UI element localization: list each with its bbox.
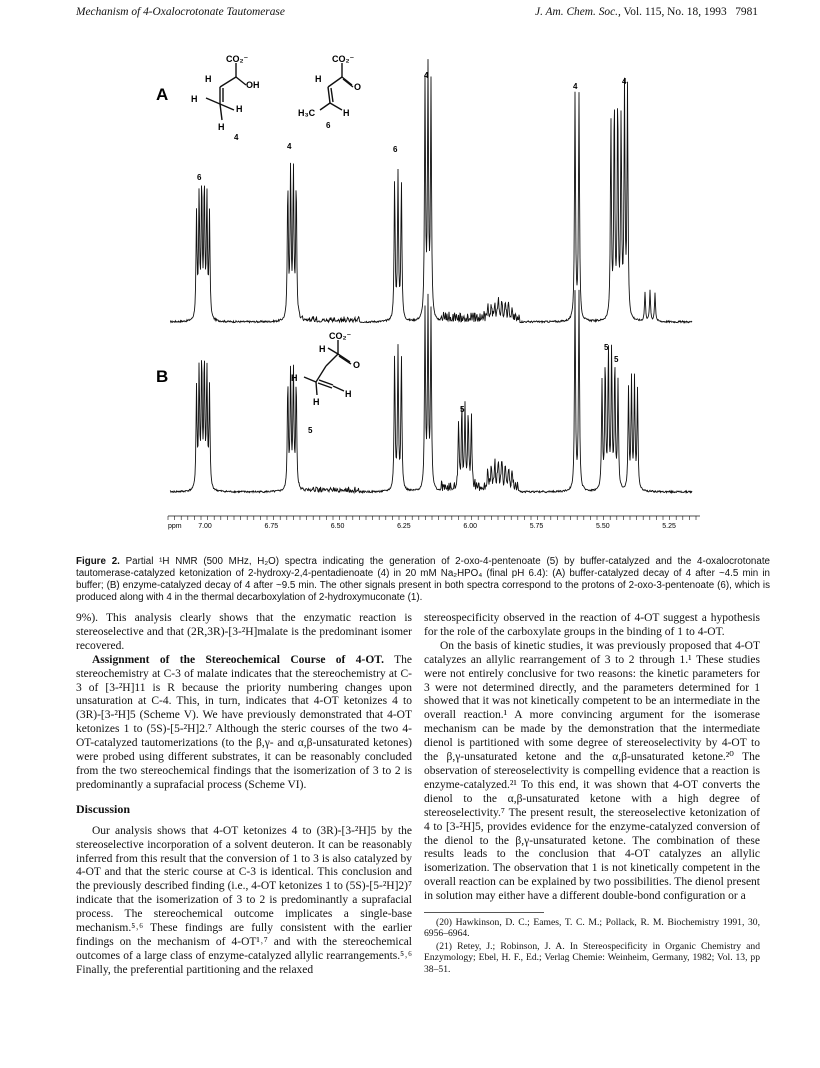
figure-caption-label: Figure 2. xyxy=(76,556,120,567)
nmr-figure xyxy=(60,30,710,554)
paragraph-stereochemical-course xyxy=(76,654,412,793)
panel-b-label: B xyxy=(156,367,169,386)
o-label: O xyxy=(353,360,361,370)
reference-21: (21) Retey, J.; Robinson, J. A. In Stereospecificity in Organic Chemistry and Enzymology; Ebel, H. F., Ed.; Verlag Chemie: Weinheim, Germany, 1982; Vol. 13, pp 38–51. xyxy=(424,940,760,975)
peak-label-a: 4 xyxy=(622,77,627,86)
paragraph: On the basis of kinetic studies, it was previously proposed that 4-OT catalyzes an allylic rearrangement of 3 to 2 through 1.¹ These studies were not entirely conclusive for two reasons: the kinetic parameters for 3 were not determined directly, and the parameters determined for 1 showed that it was not kinetically competent to be an intermediate in the overall reaction.¹ A more convincing argument for the isomerase mechanism can be made by the demonstration that the intermediate dienol is partitioned with some degree of stereoselectivity by 4-OT to the β,γ-unsaturated ketone and the α,β-unsaturated ketone.²⁰ The observation of stereoselectivity is compelling evidence that a reaction is enzyme-catalyzed.²¹ To this end, it was shown that 4-OT converts the dienol to the α,β-unsaturated ketone with a high degree of stereoselectivity.⁷ The present result, the stereoselective ketonization of 4 to [3-²H]5, provides evidence for the enzyme-catalyzed conversion of the dienol to the β,γ-unsaturated ketone. The combination of these results leads to the conclusion that 4-OT catalyzes an allylic isomerization. The observation that 1 is not kinetically competent in the overall reaction can be explained by two possibilities. The dienol present in solution may either have a different double-bond configuration or a xyxy=(424,639,760,903)
run-in-heading: Assignment of the Stereochemical Course of 4-OT. xyxy=(92,653,384,666)
o-label: O xyxy=(354,82,362,92)
paragraph: stereospecificity observed in the reaction of 4-OT suggest a hypothesis for the role of the carboxylate groups in the binding of 1 to 4-OT. xyxy=(424,612,760,638)
journal-volume: Vol. 115, No. 18, 1993 xyxy=(623,6,727,18)
h-label: H xyxy=(315,74,322,84)
co2-label: CO₂⁻ xyxy=(226,54,249,64)
structure-number-6: 6 xyxy=(326,121,331,130)
h-label: H xyxy=(291,373,298,383)
spectrum-trace-b xyxy=(170,290,692,493)
peak-label-a: 4 xyxy=(573,82,578,91)
h-label: H xyxy=(218,122,225,132)
axis-tick-label: 6.25 xyxy=(397,523,411,530)
structure-number-5: 5 xyxy=(308,426,313,435)
journal-name: J. Am. Chem. Soc., xyxy=(535,6,621,18)
h-label: H xyxy=(205,74,212,84)
axis-tick-label: 6.75 xyxy=(264,523,279,530)
page-number: 7981 xyxy=(735,6,758,18)
peak-label-b: 5 xyxy=(604,343,609,352)
h-label: H xyxy=(313,397,320,407)
ppm-axis xyxy=(168,516,700,530)
h-label: H xyxy=(319,344,326,354)
running-header-title: Mechanism of 4-Oxalocrotonate Tautomerase xyxy=(76,6,285,18)
peak-label-a: 6 xyxy=(393,145,398,154)
h-label: H xyxy=(191,94,198,104)
structure-number-4: 4 xyxy=(234,133,239,142)
peak-label-a: 4 xyxy=(424,71,429,80)
h-label: H xyxy=(345,389,352,399)
structure-compound-5 xyxy=(304,340,351,395)
left-text-column xyxy=(76,612,412,978)
section-heading-discussion: Discussion xyxy=(76,801,131,816)
axis-tick-label: 6.00 xyxy=(463,523,478,530)
co2-label: CO₂⁻ xyxy=(332,54,355,64)
right-text-column xyxy=(424,612,760,975)
axis-tick-label: 6.50 xyxy=(330,523,345,530)
co2-label: CO₂⁻ xyxy=(329,331,352,341)
axis-tick-label: 5.25 xyxy=(662,523,676,530)
figure-caption xyxy=(76,556,770,604)
h3c-label: H₃C xyxy=(298,108,316,118)
peak-label-a: 6 xyxy=(197,173,202,182)
paragraph-body: The stereochemistry at C-3 of malate indicates that the stereochemistry at C-3 of [3-²H]11 is R because the priority numbering changes upon unsaturation at C-4. This, in turn, indicates that 4-OT ketonizes 4 to (3R)-[3-²H]5 (Scheme V). We have previously demonstrated that 4-OT ketonizes 1 to (5S)-[5-²H]2.⁷ Although the steric courses of the two 4-OT-catalyzed tautomerizations (to the β,γ- and α,β-unsaturated ketones) were probed using different substrates, it can be reasonably concluded from the two stereochemical findings that the isomerization of 3 to 2 is predominantly a suprafacial process (Scheme VI). xyxy=(76,653,413,791)
axis-tick-label: 5.50 xyxy=(595,523,610,530)
oh-label: OH xyxy=(246,80,260,90)
peak-label-b: 5 xyxy=(460,405,465,414)
axis-unit-label: ppm xyxy=(168,523,182,530)
figure-caption-text: Partial ¹H NMR (500 MHz, H₂O) spectra indicating the generation of 2-oxo-4-pentenoate (5) by buffer-catalyzed and the 4-oxalocrotonate tautomerase-catalyzed ketonization of 2-hydroxy-2,4-pentadienoate (4) in 20 mM Na₂HPO₄ (final pH 6.4): (A) buffer-catalyzed decay of 4 after ~4.5 min in buffer; (B) enzyme-catalyzed decay of 4 after ~9.5 min. The other signals present in both spectra correspond to the protons of 2-oxo-3-pentenoate (6), which is produced along with 4 in the thermal decarboxylation of 2-hydroxymuconate (1). xyxy=(76,556,770,603)
peak-label-a: 4 xyxy=(287,142,292,151)
running-header-citation xyxy=(535,6,758,18)
axis-tick-label: 5.75 xyxy=(529,523,544,530)
spectrum-trace-a xyxy=(170,59,692,323)
paragraph: 9%). This analysis clearly shows that the enzymatic reaction is stereoselective and that (2R,3R)-[3-²H]malate is the predominant isomer recovered. xyxy=(76,612,412,652)
peak-label-b: 5 xyxy=(614,355,619,364)
reference-20: (20) Hawkinson, D. C.; Eames, T. C. M.; Pollack, R. M. Biochemistry 1991, 30, 6956–6964. xyxy=(424,917,760,940)
h-label: H xyxy=(236,104,243,114)
panel-a-label: A xyxy=(156,85,169,104)
h-label: H xyxy=(343,108,350,118)
axis-tick-label: 7.00 xyxy=(198,523,212,530)
paragraph: Our analysis shows that 4-OT ketonizes 4 to (3R)-[3-²H]5 by the stereoselective incorporation of a solvent deuteron. It can be reasonably inferred from this result that the conversion of 1 to 3 is also catalyzed by 4-OT and that the steric course at C-3 is identical. This conclusion and the previously described finding (i.e., 4-OT ketonizes 1 to (5S)-[5-²H]2)⁷ indicate that the isomerization of 3 to 2 is predominantly a suprafacial process. The stereochemical outcome implicates a single-base mechanism.⁵˒⁶ These findings are fully consistent with the earlier findings on the mechanism of 4-OT¹˒⁷ and with the stereochemical outcomes of a large class of enzyme-catalyzed allylic rearrangements.⁵˒⁶ Finally, the preferential partitioning and the relaxed xyxy=(76,824,412,976)
structure-compound-6 xyxy=(320,63,353,110)
